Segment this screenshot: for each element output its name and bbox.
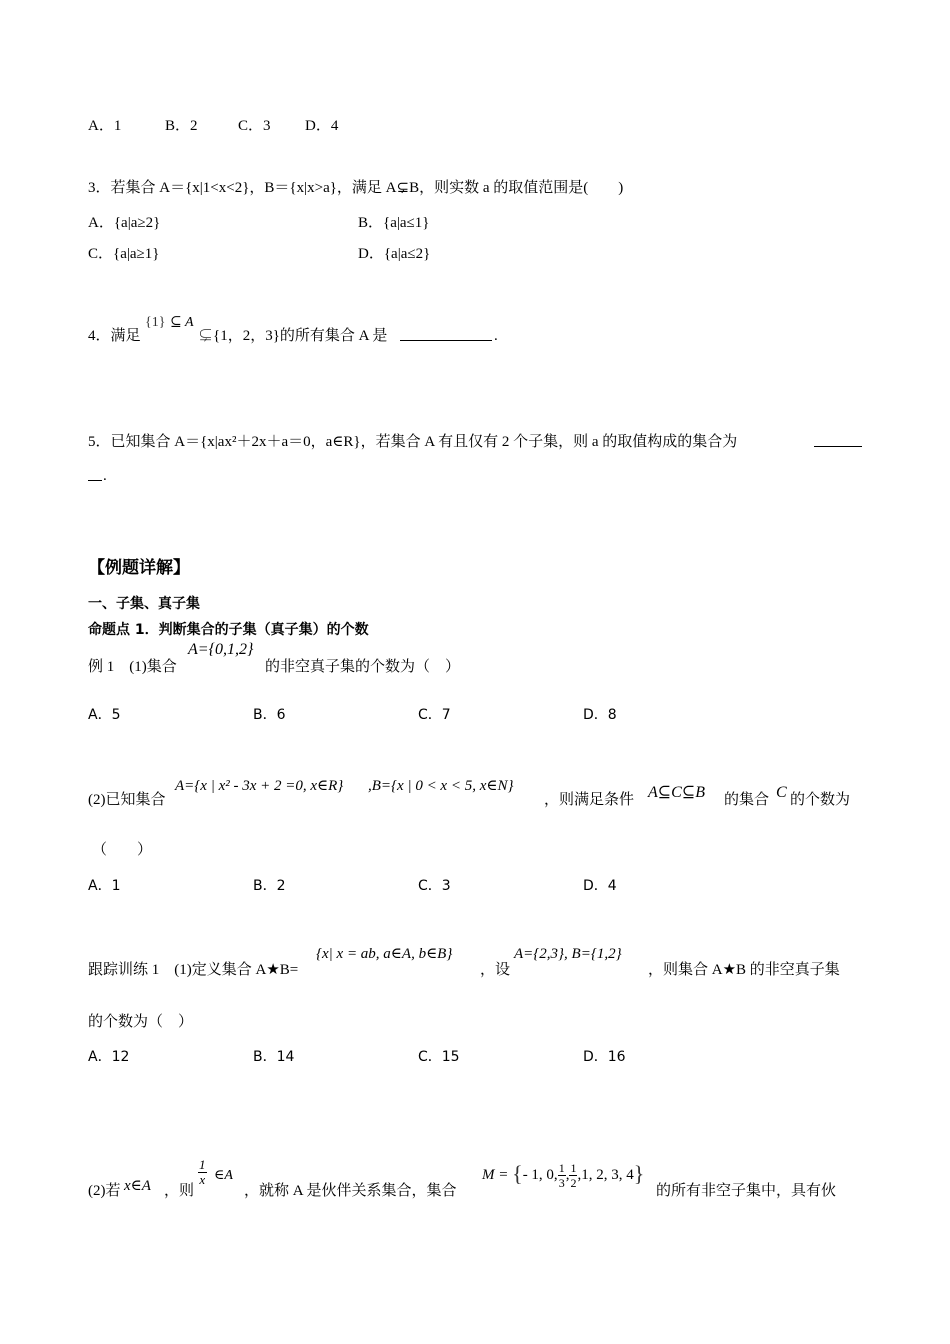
q5-line1: 5．已知集合 A＝{x|ax²＋2x＋a＝0，a∈R}，若集合 A 有且仅有 2 个子集，则 a 的取值构成的集合为 <box>88 434 738 450</box>
train1-p2-m-items: - 1, 0, <box>522 1166 558 1183</box>
ex1-p1-option-a: A．5 <box>88 707 121 723</box>
q3-option-b: B．{a|a≤1} <box>358 215 430 231</box>
ex1-p2-option-d: D．4 <box>583 878 617 894</box>
q2-option-c: C．3 <box>238 118 271 134</box>
train1-p2-prefix: (2)若 <box>88 1183 121 1199</box>
q2-option-b: B．2 <box>165 118 198 134</box>
ex1-p2-math-b: ,B={x | 0 < x < 5, x∈N} <box>368 778 514 794</box>
q3-options-row2 <box>88 244 868 264</box>
train1-p2-set-m: M = {- 1, 0, $\frac{1}{3}$ , $\frac{1}{2}$ ,1, 2, 3, 4} <box>482 1160 645 1190</box>
q4-prefix: 4．满足 <box>88 328 141 344</box>
train1-p2-right-brace: } <box>633 1160 645 1186</box>
train1-p2-in-a: ∈A <box>214 1168 233 1183</box>
train1-p2-left-brace: { <box>512 1160 523 1186</box>
q3-option-d: D．{a|a≤2} <box>358 246 431 262</box>
q3-option-c: C．{a|a≥1} <box>88 246 160 262</box>
ex1-p2-options <box>88 876 868 896</box>
q3-stem: 3．若集合 A＝{x|1<x<2}，B＝{x|x>a}，满足 A⊊B，则实数 a 的取值范围是( ) <box>88 180 624 196</box>
train1-option-c: C．15 <box>418 1049 460 1065</box>
ex1-p1-option-c: C．7 <box>418 707 451 723</box>
q4-relation: ⊆ A <box>170 315 194 330</box>
q4-set1: {1} <box>145 315 166 330</box>
q2-options <box>88 116 868 136</box>
q4-answer-blank[interactable] <box>400 326 492 346</box>
ex1-p2-option-c: C．3 <box>418 878 451 894</box>
train1-option-d: D．16 <box>583 1049 626 1065</box>
train1-suffix: ，则集合 A★B 的非空真子集 <box>648 962 840 978</box>
ex1-p2-set-c: C <box>776 784 787 801</box>
train1-p2-m-label: M = <box>482 1166 509 1183</box>
q5-answer-blank-1[interactable] <box>814 432 862 452</box>
train1-p2-suffix: 的所有非空子集中，具有伙 <box>656 1183 837 1199</box>
q2-option-a: A．1 <box>88 118 122 134</box>
train1-p2-x-in-a: x∈A <box>124 1178 151 1194</box>
train1-p2-m-rest: ,1, 2, 3, 4 <box>577 1166 634 1183</box>
ex1-p2-mid2: 的集合 <box>724 792 770 808</box>
ex1-p2-condition: A⊆C⊆B <box>648 784 706 801</box>
train1-p2-then: ，则 <box>164 1183 195 1199</box>
section-point1: 命题点 1．判断集合的子集（真子集）的个数 <box>88 622 369 638</box>
train1-p2-f2-den: 2 <box>570 1176 577 1190</box>
train1-p2-f1-den: 3 <box>558 1176 565 1190</box>
train1-options <box>88 1047 868 1067</box>
train1-set-word: ，设 <box>480 962 511 978</box>
ex1-p2-option-a: A．1 <box>88 878 121 894</box>
ex1-p2-label: (2)已知集合 <box>88 792 166 808</box>
train1-option-a: A．12 <box>88 1049 130 1065</box>
q5-answer-blank-2[interactable] <box>88 466 102 486</box>
q4-end: . <box>494 328 498 344</box>
train1-line2: 的个数为（ ） <box>88 1014 194 1030</box>
ex1-p2-mid: ，则满足条件 <box>544 792 635 808</box>
train1-p2-f2-num: 1 <box>570 1161 577 1175</box>
train1-math-def: {x| x = ab, a∈A, b∈B} <box>316 946 453 962</box>
train1-p2-f1-num: 1 <box>558 1161 565 1175</box>
train1-p2-fraction <box>198 1158 207 1187</box>
section-sub1: 一、子集、真子集 <box>88 596 200 612</box>
ex1-p1-math: A={0,1,2} <box>188 641 254 658</box>
section-heading: 【例题详解】 <box>88 558 190 578</box>
q3-options-row1 <box>88 213 868 233</box>
train1-option-b: B．14 <box>253 1049 295 1065</box>
train1-p2-frac-num: 1 <box>199 1157 206 1172</box>
ex1-p2-option-b: B．2 <box>253 878 286 894</box>
ex1-p2-suffix: 的个数为 <box>790 792 851 808</box>
train1-math-sets: A={2,3}, B={1,2} <box>514 946 622 962</box>
q3-option-a: A．{a|a≥2} <box>88 215 161 231</box>
ex1-p1-option-d: D．8 <box>583 707 617 723</box>
ex1-p1-suffix: 的非空真子集的个数为（ ） <box>265 659 461 675</box>
ex1-p2-math-a: A={x | x² - 3x + 2 =0, x∈R} <box>175 778 344 794</box>
ex1-p1-label: 例 1 (1)集合 <box>88 659 177 675</box>
ex1-p1-options <box>88 705 868 725</box>
train1-label: 跟踪训练 1 (1)定义集合 A★B= <box>88 962 299 978</box>
ex1-p2-paren: （ ） <box>92 842 153 858</box>
ex1-p1-option-b: B．6 <box>253 707 286 723</box>
train1-p2-mid: ，就称 A 是伙伴关系集合，集合 <box>244 1183 457 1199</box>
q4-suffix: ⊊{1，2，3}的所有集合 A 是 <box>198 328 388 344</box>
q2-option-d: D．4 <box>305 118 339 134</box>
q5-line2-end: . <box>103 468 107 484</box>
train1-p2-frac-den: x <box>199 1172 206 1187</box>
